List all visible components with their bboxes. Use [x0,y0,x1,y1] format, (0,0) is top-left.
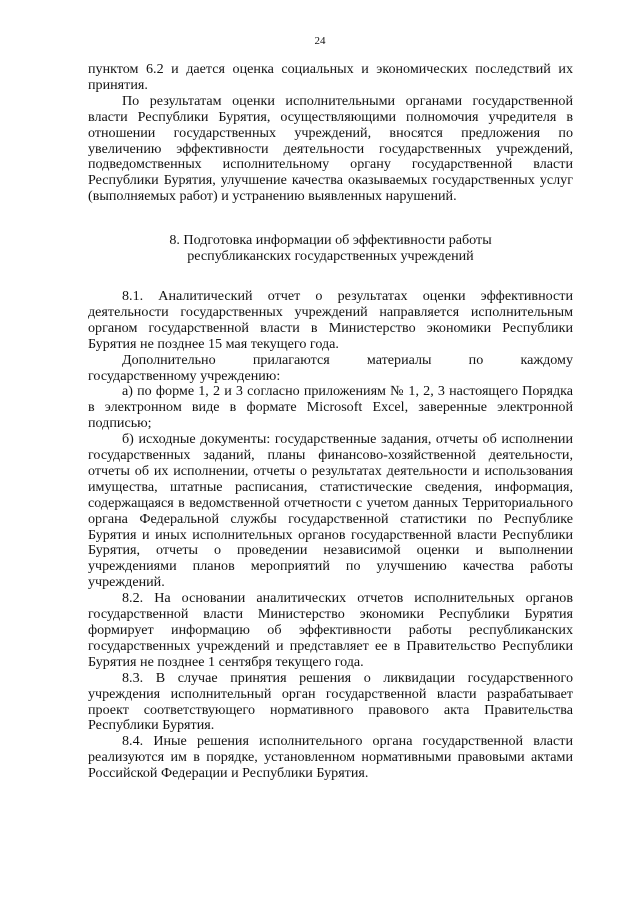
list-item-b: б) исходные документы: государственные задания, отчеты об исполнении государственных заданий, планы финансово-хозяйственной деятельности, отчеты об их исполнении, отчеты о результатах деятельности и использования имущества, штатные расписания, статистические сведения, информация, содержащаяся в ведомственной отчетности с учетом данных Территориального органа Федеральной службы государственной статистики по Республике Бурятия и иных исполнительных органов государственной власти Республики Бурятия, отчеты о проведении независимой оценки и выполнении учреждениями планов мероприятий по улучшению качества работы учреждений. [88,431,573,591]
section-heading [88,233,573,265]
section-heading-line-2: республиканских государственных учреждений [187,248,474,265]
paragraph-evaluation-results: По результатам оценки исполнительными органами государственной власти Республики Бурятия, осуществляющими полномочия учредителя в отношении государственных учреждений, вносятся предложения по увеличению эффективности деятельности государственных учреждений, подведомственных исполнительному органу государственной власти Республики Бурятия, улучшение качества оказываемых государственных услуг (выполняемых работ) и устранению выявленных нарушений. [88,92,573,205]
paragraph-additional-line-2: государственному учреждению: [88,367,281,384]
list-item-a: а) по форме 1, 2 и 3 согласно приложениям № 1, 2, 3 настоящего Порядка в электронном виде в формате Microsoft Excel, заверенные электронной подписью; [88,383,573,432]
paragraph-8-1: 8.1. Аналитический отчет о результатах оценки эффективности деятельности государственных учреждений направляется исполнительным органом государственной власти в Министерство экономики Республики Бурятия не позднее 15 мая текущего года. [88,287,573,352]
document-body [88,62,573,782]
paragraph-continuation: пунктом 6.2 и дается оценка социальных и экономических последствий их принятия. [88,61,573,93]
paragraph-8-2: 8.2. На основании аналитических отчетов исполнительных органов государственной власти Министерство экономики Республики Бурятия формирует информацию об эффективности работы республиканских государственных учреждений и представляет ее в Правительство Республики Бурятия не позднее 1 сентября текущего года. [88,590,573,670]
paragraph-8-3: 8.3. В случае принятия решения о ликвидации государственного учреждения исполнительный орган государственной власти разрабатывает проект соответствующего нормативного правового акта Правительства Республики Бурятия. [88,669,573,734]
paragraph-additional-line-1: Дополнительно прилагаются материалы по каждому [122,351,573,368]
page-number: 24 [314,35,326,47]
section-heading-line-1: 8. Подготовка информации об эффективности работы [169,232,492,249]
paragraph-8-4: 8.4. Иные решения исполнительного органа государственной власти реализуются им в порядке, установленном нормативными правовыми актами Российской Федерации и Республики Бурятия. [88,733,573,782]
